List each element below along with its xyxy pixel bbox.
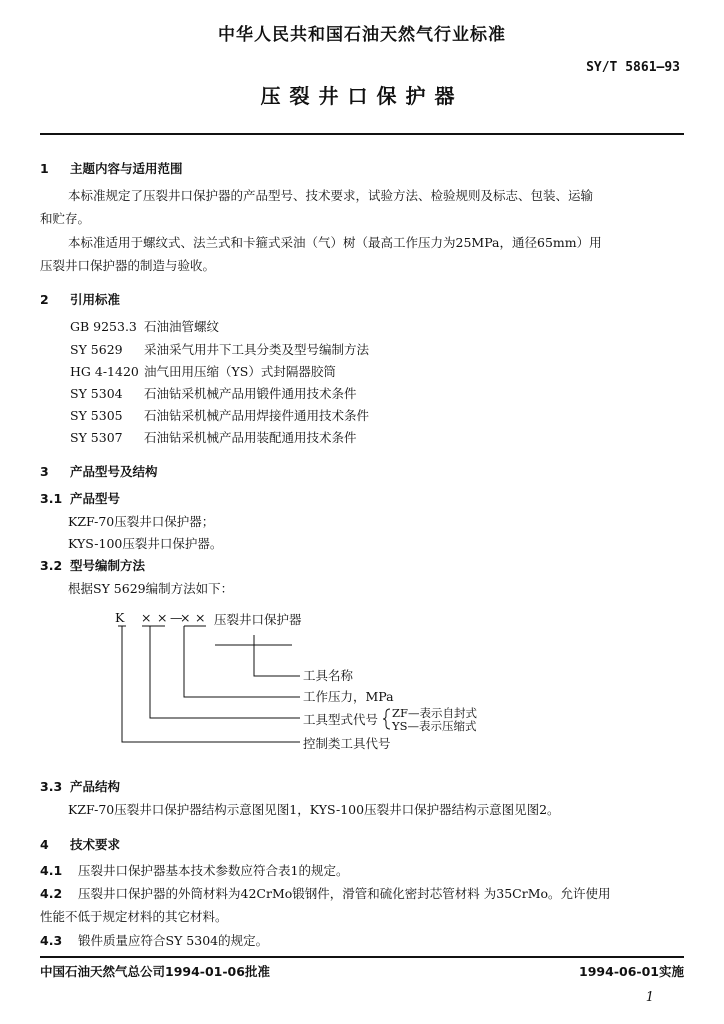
clause-4-3: [40, 931, 268, 949]
section-title: 引用标准: [70, 292, 121, 307]
clause-text: 锻件质量应符合SY 5304的规定。: [78, 933, 269, 948]
reference-code: SY 5304: [70, 386, 123, 401]
diagram-x2: ×: [157, 610, 168, 625]
diagram-x4: ×: [195, 610, 206, 625]
section-number: 4: [40, 837, 49, 852]
reference-code: SY 5629: [70, 342, 123, 357]
standard-code: SY/T 5861—93: [586, 60, 680, 75]
reference-code: SY 5307: [70, 430, 123, 445]
reference-title: 石油钻采机械产品用装配通用技术条件: [144, 430, 357, 445]
leader-line-control: [118, 626, 300, 742]
document-title: 压裂井口保护器: [260, 84, 464, 108]
subsection-3-3-heading: [40, 777, 120, 795]
paragraph: KZF-70压裂井口保护器结构示意图见图1，KYS-100压裂井口保护器结构示意图见图2。: [68, 802, 560, 817]
page-number: 1: [645, 990, 654, 1005]
section-title: 产品型号及结构: [70, 464, 158, 479]
subsection-number: 3.1: [40, 491, 63, 506]
diagram-k: K: [115, 610, 125, 625]
subsection-number: 3.3: [40, 779, 63, 794]
section-number: 1: [40, 161, 49, 176]
diagram-dash: —: [170, 610, 183, 625]
model-line: KYS-100压裂井口保护器。: [68, 536, 223, 551]
reference-title: 石油钻采机械产品用焊接件通用技术条件: [144, 408, 370, 423]
clause-number: 4.3: [40, 933, 63, 948]
paragraph: 本标准适用于螺纹式、法兰式和卡箍式采油（气）树（最高工作压力为25MPa，通径65mm）用: [68, 235, 602, 250]
label-working-pressure: 工作压力，MPa: [303, 689, 394, 704]
clause-text: 压裂井口保护器基本技术参数应符合表1的规定。: [78, 863, 349, 878]
subsection-title: 产品型号: [70, 491, 121, 506]
paragraph: 根据SY 5629编制方法如下：: [68, 581, 234, 596]
subsection-title: 型号编制方法: [70, 558, 146, 573]
effective-date: 1994-06-01实施: [579, 964, 684, 979]
leader-line-tool-name: [254, 635, 300, 676]
subsection-title: 产品结构: [70, 779, 121, 794]
clause-4-2-continuation: 性能不低于规定材料的其它材料。: [40, 909, 228, 924]
reference-title: 石油油管螺纹: [144, 319, 220, 334]
clause-number: 4.1: [40, 863, 63, 878]
label-tool-name: 工具名称: [303, 668, 354, 683]
paragraph: 本标准规定了压裂井口保护器的产品型号、技术要求，试验方法、检验规则及标志、包装、运输: [68, 188, 594, 203]
brace-option-ys: YS—表示压缩式: [392, 719, 477, 733]
org-title: 中华人民共和国石油天然气行业标准: [218, 25, 506, 45]
leader-line-type-code: [142, 626, 300, 718]
section-number: 2: [40, 292, 49, 307]
brace-option-zf: ZF—表示自封式: [392, 706, 477, 720]
footer-rule: [40, 956, 684, 958]
clause-4-2: [40, 884, 611, 902]
reference-title: 油气田用压缩（YS）式封隔器胶筒: [144, 364, 336, 379]
clause-text: 压裂井口保护器的外筒材料为42CrMo锻钢件，滑管和硫化密封芯管材料 为35CrMo。允许使用: [78, 886, 611, 901]
reference-code: GB 9253.3: [70, 319, 137, 334]
clause-number: 4.2: [40, 886, 63, 901]
diagram-product-name: 压裂井口保护器: [214, 612, 302, 627]
reference-code: SY 5305: [70, 408, 123, 423]
clause-4-1: [40, 861, 348, 879]
reference-title: 石油钻采机械产品用锻件通用技术条件: [144, 386, 357, 401]
reference-title: 采油采气用井下工具分类及型号编制方法: [144, 342, 370, 357]
section-number: 3: [40, 464, 49, 479]
section-title: 技术要求: [70, 837, 121, 852]
section-title: 主题内容与适用范围: [70, 161, 183, 176]
paragraph: 和贮存。: [40, 211, 91, 226]
diagram-x1: ×: [141, 610, 152, 625]
leader-line-pressure: [184, 626, 300, 697]
approval-date: 中国石油天然气总公司1994-01-06批准: [40, 964, 270, 979]
label-type-code: 工具型式代号: [303, 712, 379, 727]
diagram-x3: ×: [180, 610, 191, 625]
label-control-code: 控制类工具代号: [303, 736, 391, 751]
section-4-heading: [40, 835, 120, 853]
paragraph: 压裂井口保护器的制造与验收。: [40, 258, 216, 273]
brace: [383, 709, 390, 729]
reference-code: HG 4-1420: [70, 364, 139, 379]
subsection-number: 3.2: [40, 558, 63, 573]
model-line: KZF-70压裂井口保护器；: [68, 514, 215, 529]
